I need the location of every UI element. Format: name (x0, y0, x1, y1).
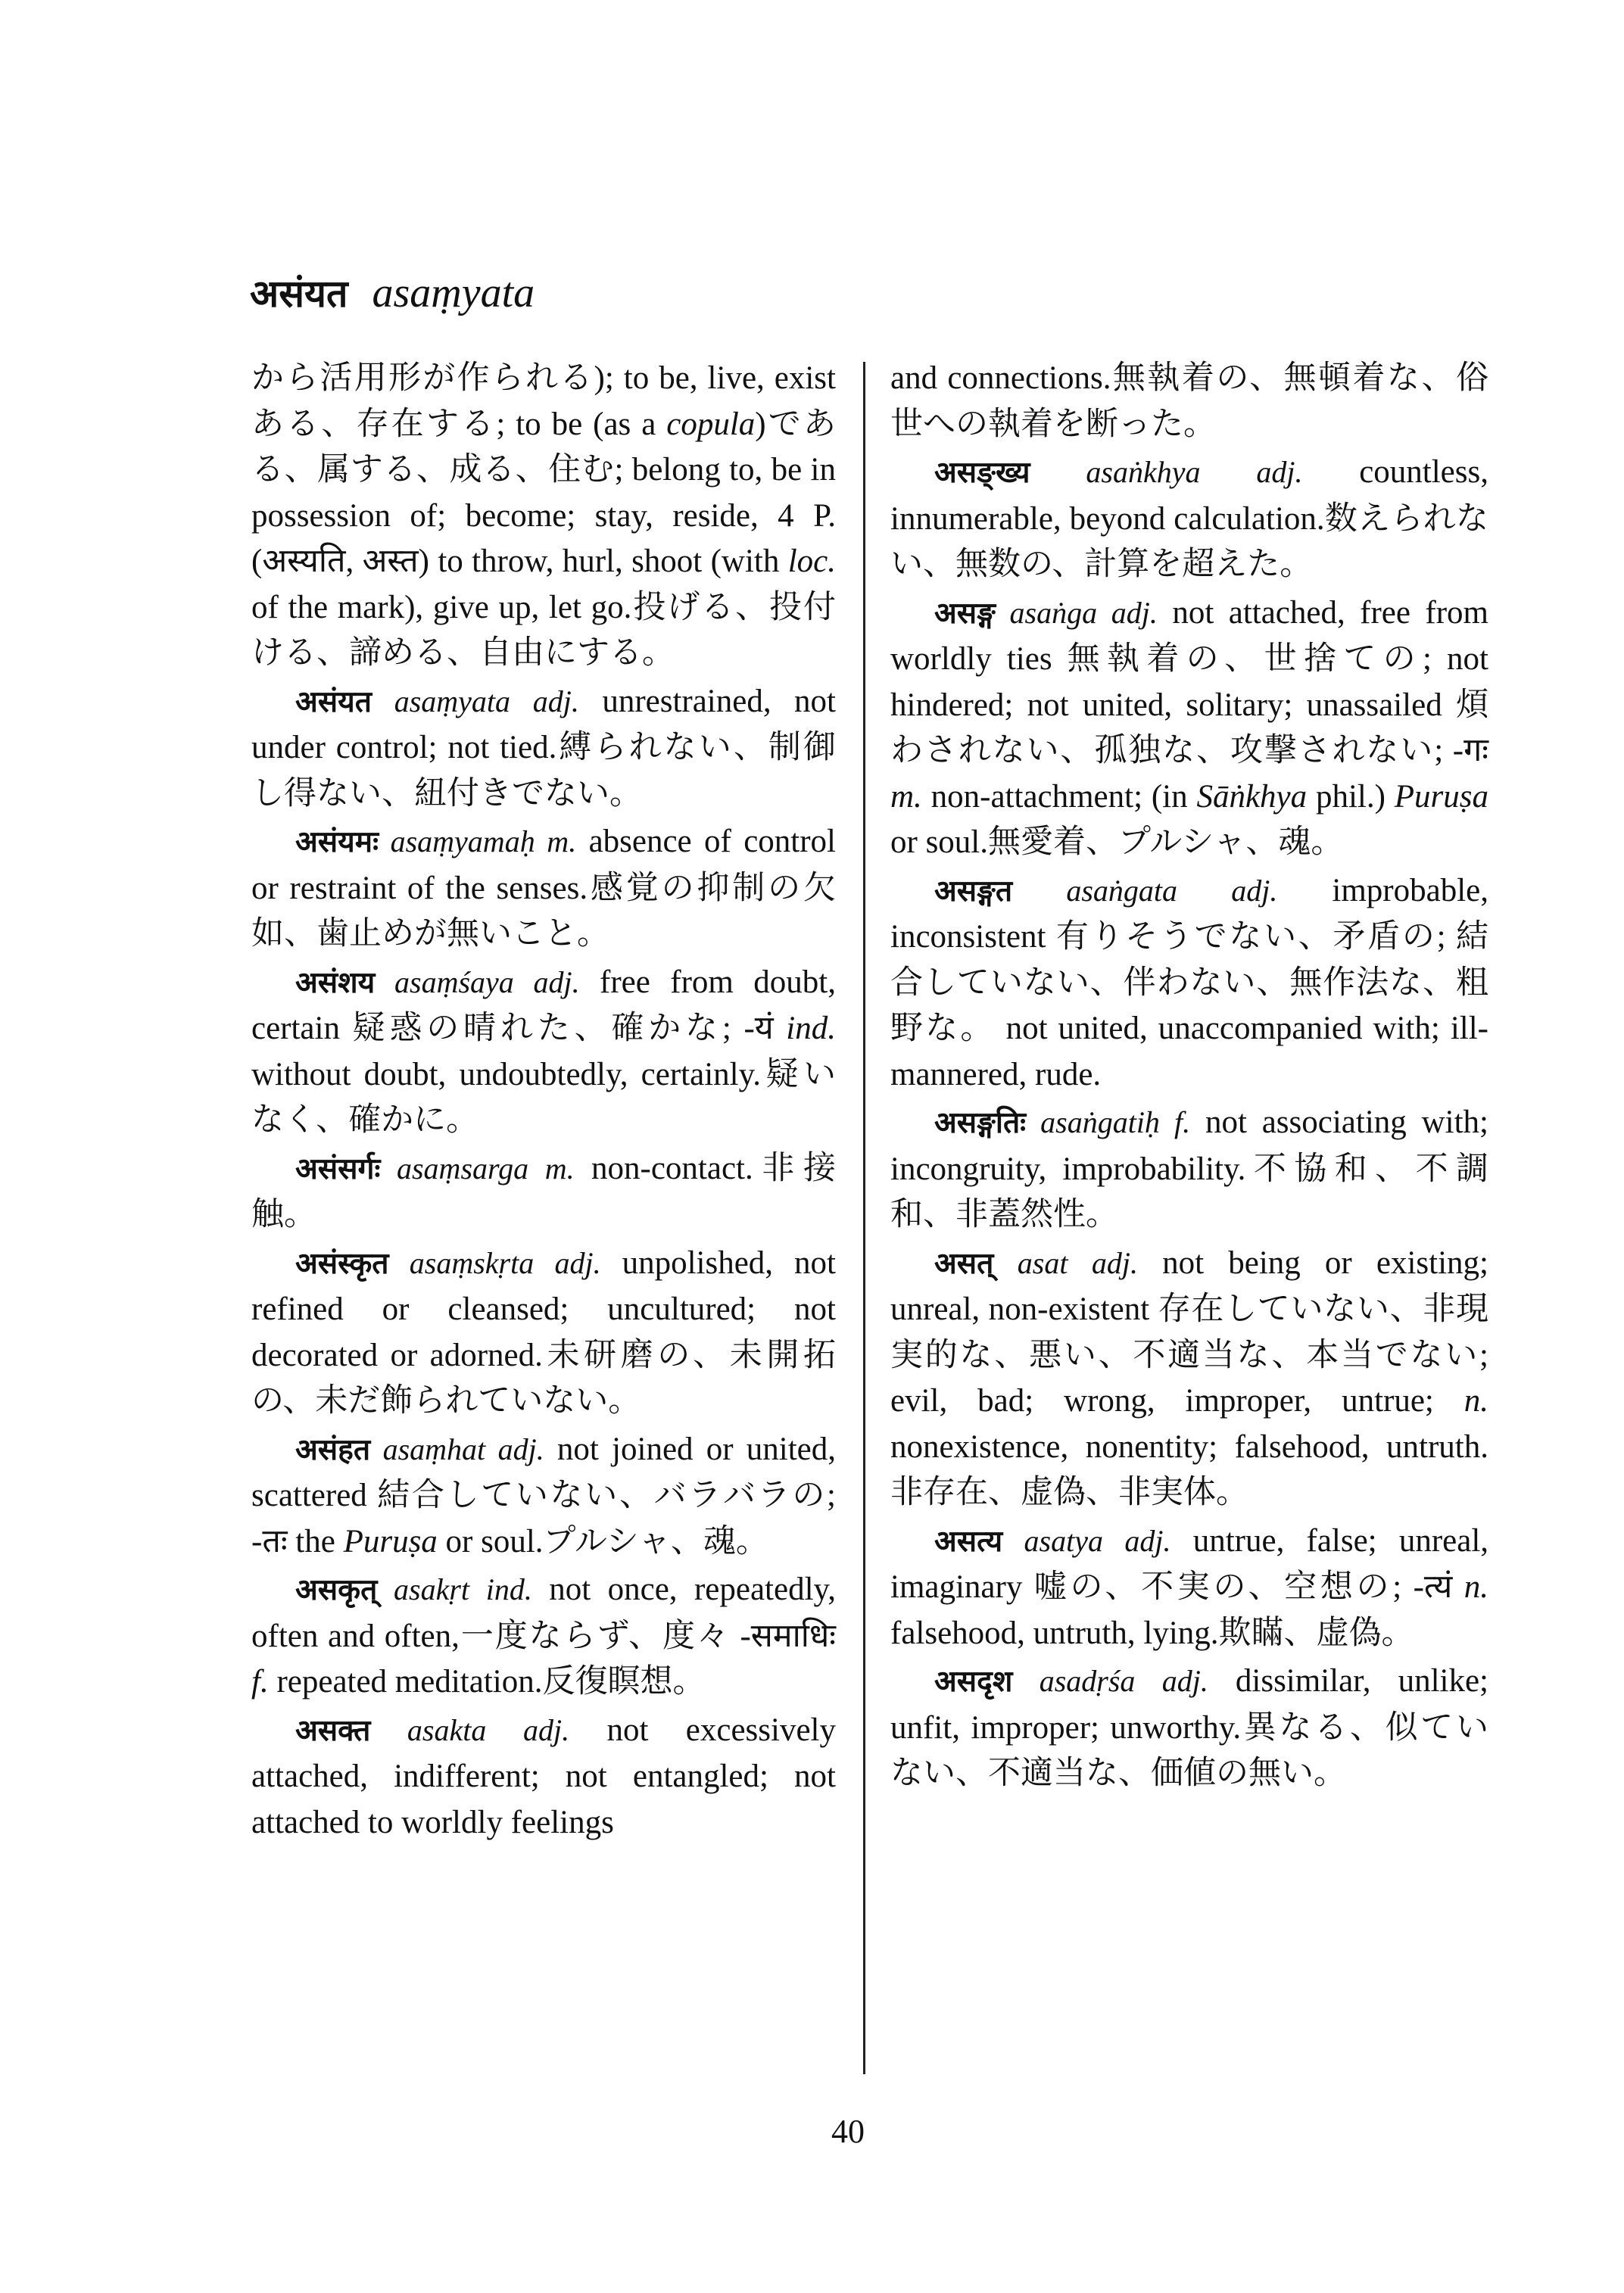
entry-transliteration: asadṛśa adj. (1012, 1664, 1208, 1698)
entry-transliteration: asakta adj. (370, 1712, 570, 1747)
dictionary-entry (890, 1100, 1488, 1238)
dictionary-entry (251, 1567, 836, 1706)
dictionary-entry (251, 819, 836, 958)
entry-definition: free from doubt, certain 疑惑の晴れた、確かな; -यं (251, 964, 837, 1046)
entry-transliteration: asaṃyamaḥ m. (378, 824, 577, 858)
entry-transliteration: asaṃyata adj. (372, 684, 579, 718)
entry-transliteration: asat adj. (993, 1245, 1138, 1280)
entry-headword: असङ्ख्य (934, 456, 1030, 490)
entry-definition: and connections.無執着の、無頓着な、俗世への執着を断った。 (890, 360, 1488, 442)
dictionary-entry (251, 1241, 836, 1425)
entry-italic-text: ind. (786, 1011, 836, 1046)
entry-headword: असङ्गत (934, 874, 1013, 908)
entry-definition: not attached, free from worldly ties 無執着の、世捨ての; not hindered; not united, solitary; unassailed 煩わされない、孤独な、攻撃されない; -गः (890, 594, 1488, 768)
entry-transliteration: asaṃsarga m. (380, 1151, 575, 1185)
entry-headword: असंसर्गः (295, 1151, 381, 1186)
entry-headword: असत्य (934, 1524, 1003, 1559)
entry-definition: unpolished, not refined or cleansed; uncultured; not decorated or adorned.未研磨の、未開拓の、未だ飾られていない。 (251, 1245, 836, 1419)
entry-definition: から活用形が作られる); to be, live, exist ある、存在する; to be (as a (251, 360, 836, 442)
entry-definition: not associating with; incongruity, improbability.不協和、不調和、非蓋然性。 (890, 1104, 1489, 1232)
entry-definition: not being or existing; unreal, non-existent 存在していない、非現実的な、悪い、不適当な、本当でない; evil, bad; wrong, improper, untrue; (890, 1245, 1489, 1419)
entry-definition: falsehood, untruth, lying.欺瞞、虚偽。 (890, 1615, 1414, 1651)
dictionary-entry (890, 1241, 1488, 1516)
entry-transliteration: asatya adj. (1002, 1523, 1171, 1558)
entry-italic-text: m. (890, 778, 922, 815)
entry-definition: non-attachment; (in (921, 778, 1197, 815)
entry-definition: unrestrained, not under control; not tied.縛られない、制御し得ない、紐付きでない。 (251, 683, 836, 812)
dictionary-entry (251, 960, 836, 1144)
entry-transliteration: asaṅgata adj. (1012, 873, 1278, 908)
running-head-transliteration: asaṃyata (372, 269, 535, 316)
dictionary-entry (890, 868, 1488, 1098)
entry-definition: improbable, inconsistent 有りそうでない、矛盾の; 結合していない、伴わない、無作法な、粗野な。 not united, unaccompanied with; ill-mannered, rude. (890, 872, 1488, 1092)
dictionary-entry (890, 1519, 1488, 1657)
entry-continuation (251, 356, 836, 677)
entry-headword: असंयमः (295, 825, 379, 859)
entry-definition: dissimilar, unlike; unfit, improper; unworthy.異なる、似ていない、不適当な、価値の無い。 (890, 1663, 1489, 1791)
entry-headword: असङ्गतिः (934, 1106, 1027, 1140)
dictionary-entry (251, 679, 836, 818)
entry-headword: असदृश (934, 1665, 1013, 1699)
column-divider (863, 362, 865, 2074)
dictionary-entry (890, 450, 1488, 588)
entry-definition: non-contact.非接触。 (251, 1150, 836, 1232)
entry-italic-text: n. (1463, 1569, 1488, 1605)
entry-definition: phil.) (1307, 778, 1395, 815)
running-head-devanagari: असंयत (250, 272, 348, 316)
entry-headword: असंशय (295, 965, 376, 1000)
entry-italic-text: n. (1463, 1383, 1488, 1419)
entry-definition: of the mark), give up, let go.投げる、投付ける、諦める、自由にする。 (251, 589, 836, 671)
entry-transliteration: asaṃśaya adj. (375, 964, 580, 999)
entry-italic-text: f. (251, 1664, 269, 1699)
page-number: 40 (831, 2113, 865, 2150)
entry-definition: not joined or united, scattered 結合していない、バラバラの; -तः the (251, 1431, 836, 1559)
running-head (250, 266, 535, 318)
entry-transliteration: asakṛt ind. (377, 1572, 532, 1606)
left-column (251, 356, 836, 1848)
entry-headword: असंस्कृत (295, 1246, 389, 1281)
entry-headword: असक्त (295, 1713, 371, 1748)
entry-transliteration: asaṅga adj. (995, 595, 1158, 630)
entry-transliteration: asaṃhat adj. (370, 1432, 544, 1466)
entry-definition: or soul.プルシャ、魂。 (437, 1523, 768, 1559)
entry-italic-text: loc. (787, 544, 836, 579)
entry-definition: repeated meditation.反復瞑想。 (268, 1664, 706, 1699)
entry-italic-text: Puruṣa (343, 1523, 438, 1559)
entry-transliteration: asaṅkhya adj. (1030, 455, 1303, 489)
entry-definition: )である、属する、成る、住む; belong to, be in possession of; become; stay, reside, 4 P. (अस्यति, अस्त) to throw, hurl, shoot (with (251, 406, 836, 579)
entry-definition: without doubt, undoubtedly, certainly.疑いなく、確かに。 (251, 1056, 836, 1138)
entry-headword: असत् (934, 1246, 994, 1281)
right-column (890, 356, 1488, 1799)
entry-transliteration: asaṅgatiḥ f. (1026, 1105, 1191, 1139)
entry-italic-text: Puruṣa (1394, 778, 1488, 815)
dictionary-entry (251, 1708, 836, 1846)
entry-definition: absence of control or restraint of the senses.感覚の抑制の欠如、歯止めが無いこと。 (251, 824, 836, 952)
dictionary-entry (890, 1659, 1488, 1797)
entry-definition: untrue, false; unreal, imaginary 嘘の、不実の、空想の; -त्यं (890, 1522, 1489, 1605)
entry-definition: not once, repeatedly, often and often,一度ならず、度々 -समाधिः (251, 1572, 836, 1654)
entry-headword: असङ्ग (934, 596, 996, 631)
dictionary-entry (251, 1146, 836, 1238)
entry-definition: not excessively attached, indifferent; not entangled; not attached to worldly feelings (251, 1712, 836, 1840)
entry-headword: असंयत (295, 684, 372, 719)
entry-definition: or soul.無愛着、プルシャ、魂。 (890, 824, 1344, 860)
entry-italic-text: copula (666, 406, 756, 442)
dictionary-entry (890, 590, 1488, 866)
entry-italic-text: Sāṅkhya (1196, 778, 1308, 815)
entry-definition: countless, innumerable, beyond calculation.数えられない、無数の、計算を超えた。 (890, 454, 1488, 582)
entry-continuation (890, 356, 1488, 447)
entry-headword: असकृत् (295, 1573, 378, 1607)
dictionary-entry (251, 1427, 836, 1566)
entry-definition: nonexistence, nonentity; falsehood, untruth.非存在、虚偽、非実体。 (890, 1428, 1488, 1510)
entry-headword: असंहत (295, 1432, 371, 1467)
entry-transliteration: asaṃskṛta adj. (388, 1245, 601, 1280)
